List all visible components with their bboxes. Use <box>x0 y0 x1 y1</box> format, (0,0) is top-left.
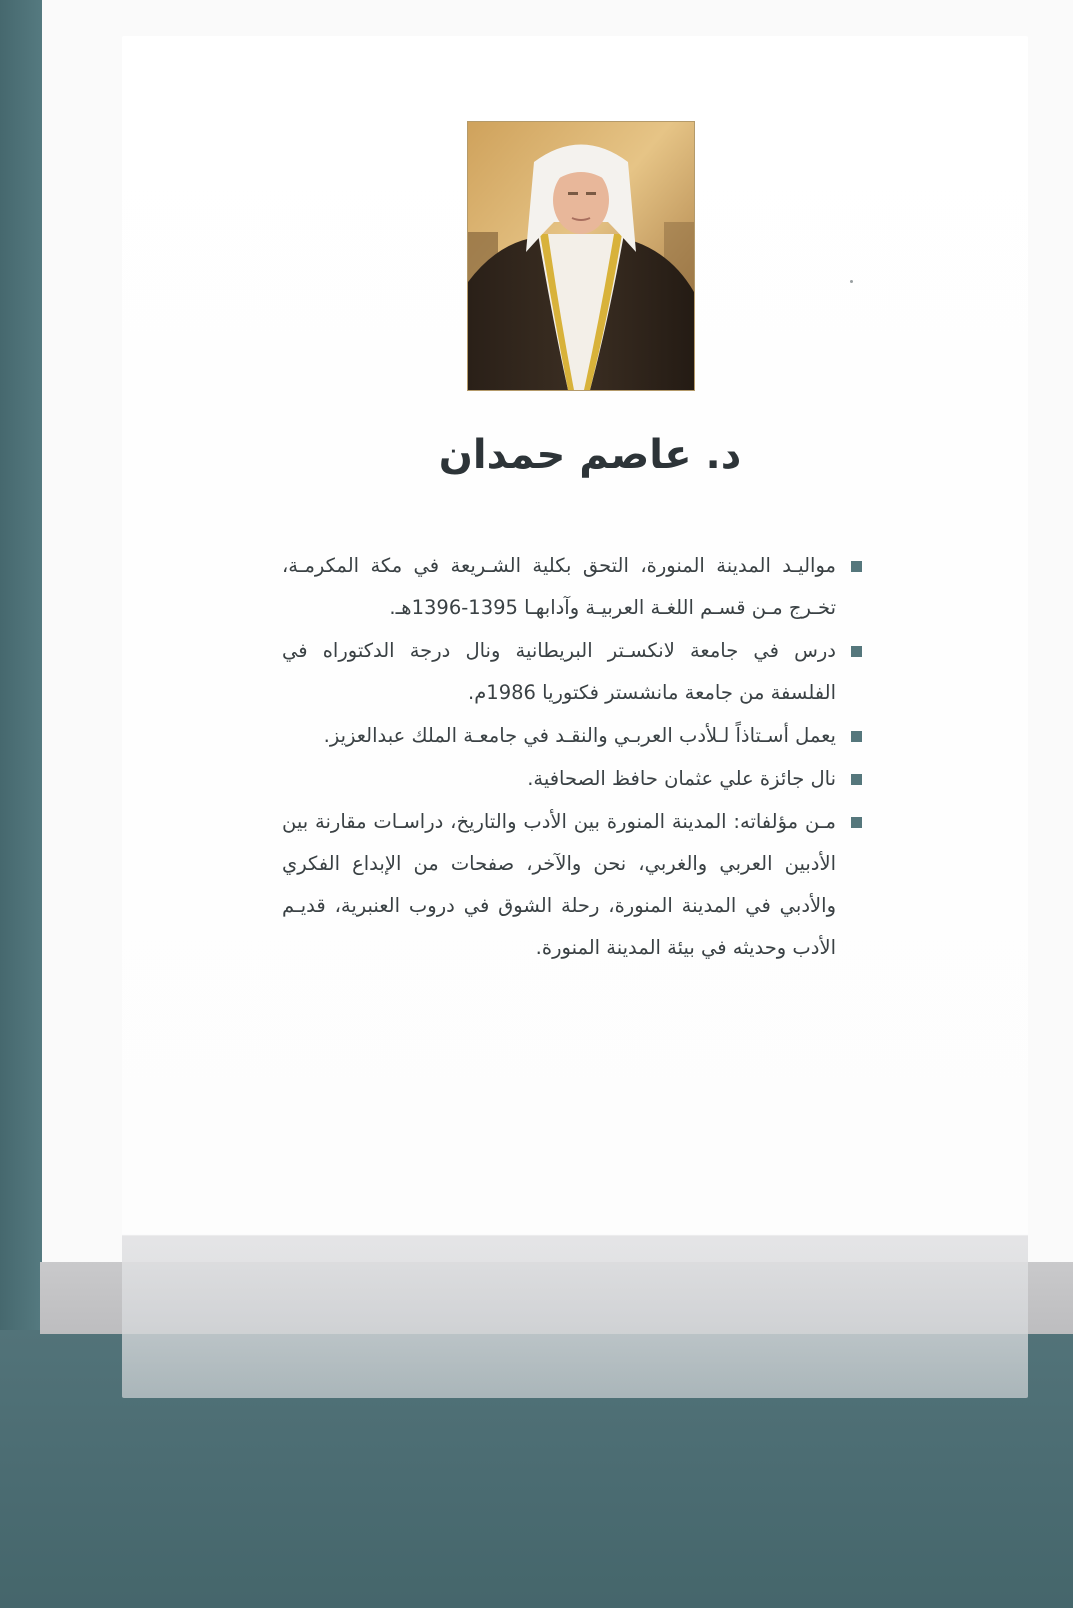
bio-item-birth-education <box>282 545 862 629</box>
bullet-square-icon <box>851 646 862 657</box>
bio-item-award <box>282 758 862 800</box>
bullet-square-icon <box>851 731 862 742</box>
bio-item-text: درس في جامعة لانكسـتر البريطانية ونال درجة الدكتوراه في الفلسفة من جامعة مانشستر فكتوريا 1986م. <box>282 639 836 704</box>
bullet-square-icon <box>851 561 862 572</box>
author-photo <box>468 122 694 390</box>
bio-item-text: نال جائزة علي عثمان حافظ الصحافية. <box>527 767 836 790</box>
bio-item-text: يعمل أسـتاذاً لـلأدب العربـي والنقـد في جامعـة الملك عبدالعزيز. <box>323 724 836 747</box>
author-bio-list <box>282 545 862 969</box>
bio-item-text: مواليـد المدينة المنورة، التحق بكلية الشـريعة في مكة المكرمـة، تخـرج مـن قسـم اللغـة العربيـة وآدابهـا 1395-1396هـ. <box>282 554 836 619</box>
bullet-square-icon <box>851 774 862 785</box>
bullet-square-icon <box>851 817 862 828</box>
author-name: د. عاصم حمدان <box>438 432 742 478</box>
bio-item-profession <box>282 715 862 757</box>
print-speck <box>850 280 853 283</box>
bio-item-doctorate <box>282 630 862 714</box>
bio-item-text: مـن مؤلفاته: المدينة المنورة بين الأدب والتاريخ، دراسـات مقارنة بين الأدبين العربي والغربي، نحن والآخر، صفحات من الإبداع الفكري والأدبي في المدينة المنورة، رحلة الشوق في دروب العنبرية، قديـم الأدب وحديثه في بيئة المدينة المنورة. <box>282 810 836 959</box>
author-portrait-illustration <box>468 122 694 390</box>
bio-item-works <box>282 801 862 969</box>
